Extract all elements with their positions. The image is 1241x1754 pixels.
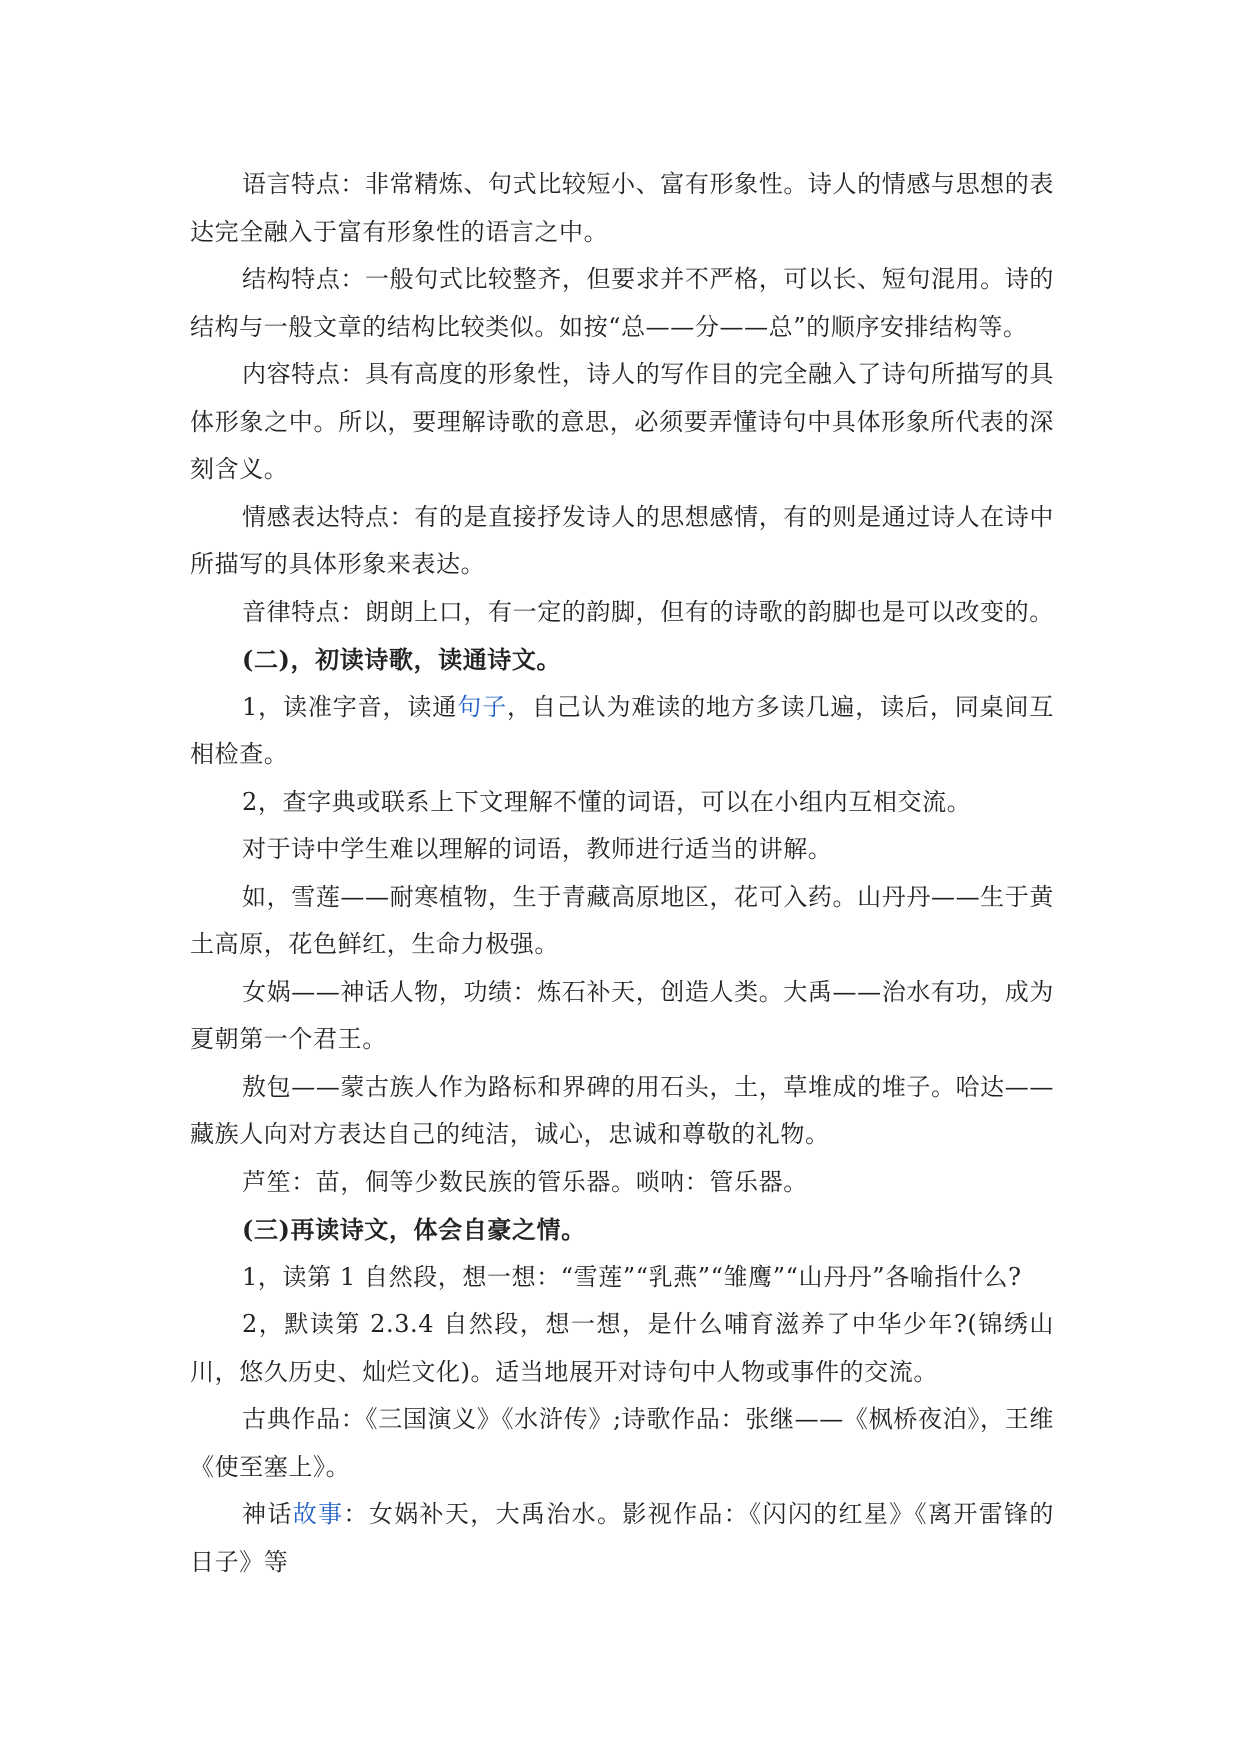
document-page <box>190 161 1054 1586</box>
paragraph-classics: 古典作品：《三国演义》《水浒传》;诗歌作品：张继——《枫桥夜泊》，王维《使至塞上》。 <box>190 1405 1054 1481</box>
section-heading-3: (三)再读诗文，体会自豪之情。 <box>242 1215 586 1244</box>
section-heading-2: (二)，初读诗歌，读通诗文。 <box>242 645 562 674</box>
paragraph-lusheng: 芦笙：苗，侗等少数民族的管乐器。唢呐：管乐器。 <box>242 1167 808 1196</box>
sentence-link[interactable]: 句子 <box>457 692 507 721</box>
paragraph-text: ，自己认为难读的地方多读几遍，读后，同桌间互相检查。 <box>190 692 1055 768</box>
paragraph-read-first: 1，读第 1 自然段，想一想：“雪莲”“乳燕”“雏鹰”“山丹丹”各喻指什么? <box>242 1262 1022 1291</box>
paragraph-myths <box>190 1491 1054 1586</box>
paragraph-structure-features: 结构特点：一般句式比较整齐，但要求并不严格，可以长、短句混用。诗的结构与一般文章的结构比较类似。如按“总——分——总”的顺序安排结构等。 <box>190 265 1054 341</box>
paragraph-silent-read: 2，默读第 2.3.4 自然段，想一想，是什么哺育滋养了中华少年?(锦绣山川，悠久历史、灿烂文化)。适当地展开对诗句中人物或事件的交流。 <box>190 1310 1054 1386</box>
paragraph-content-features: 内容特点：具有高度的形象性，诗人的写作目的完全融入了诗句所描写的具体形象之中。所以，要理解诗歌的意思，必须要弄懂诗句中具体形象所代表的深刻含义。 <box>190 360 1054 483</box>
paragraph-snow-lotus: 如，雪莲——耐寒植物，生于青藏高原地区，花可入药。山丹丹——生于黄土高原，花色鲜红，生命力极强。 <box>190 882 1054 958</box>
paragraph-language-features: 语言特点：非常精炼、句式比较短小、富有形象性。诗人的情感与思想的表达完全融入于富有形象性的语言之中。 <box>190 170 1054 246</box>
paragraph-text: 1，读准字音，读通 <box>242 692 458 721</box>
paragraph-nuwa: 女娲——神话人物，功绩：炼石补天，创造人类。大禹——治水有功，成为夏朝第一个君王。 <box>190 977 1054 1053</box>
paragraph-text: 神话 <box>242 1500 293 1528</box>
paragraph-aobao: 敖包——蒙古族人作为路标和界碑的用石头，土，草堆成的堆子。哈达——藏族人向对方表达自己的纯洁，诚心，忠诚和尊敬的礼物。 <box>190 1072 1054 1148</box>
paragraph-dictionary: 2，查字典或联系上下文理解不懂的词语，可以在小组内互相交流。 <box>242 787 972 816</box>
paragraph-teacher-explain: 对于诗中学生难以理解的词语，教师进行适当的讲解。 <box>242 835 833 863</box>
paragraph-text: ：女娲补天，大禹治水。影视作品：《闪闪的红星》《离开雷锋的日子》等 <box>190 1500 1054 1576</box>
paragraph-emotion-features: 情感表达特点：有的是直接抒发诗人的思想感情，有的则是通过诗人在诗中所描写的具体形象来表达。 <box>190 502 1054 578</box>
paragraph-read-aloud <box>190 684 1054 779</box>
paragraph-rhythm-features: 音律特点：朗朗上口，有一定的韵脚，但有的诗歌的韵脚也是可以改变的。 <box>242 597 1054 626</box>
story-link[interactable]: 故事 <box>292 1500 344 1528</box>
